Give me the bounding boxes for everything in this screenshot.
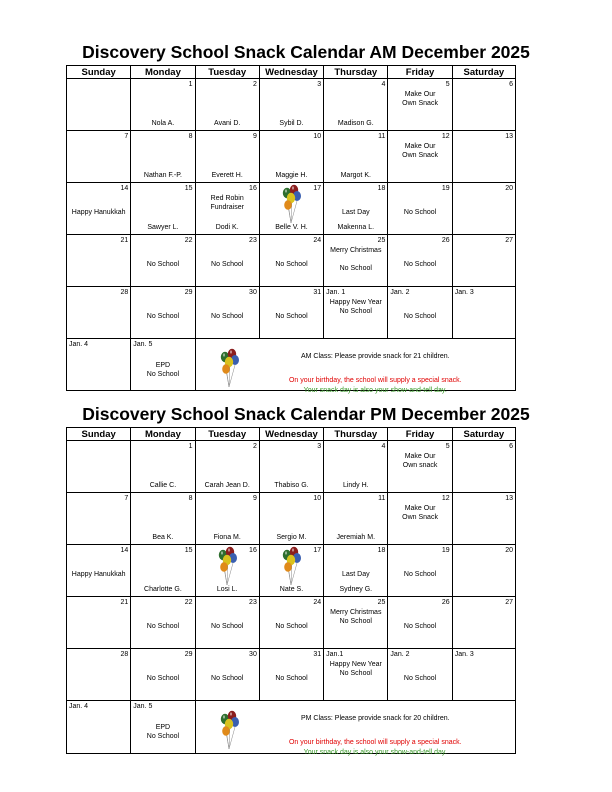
day-note: No School <box>403 675 437 682</box>
day-number: 2 <box>252 443 257 450</box>
day-number: 31 <box>313 651 322 658</box>
day-number: 6 <box>509 81 513 88</box>
day-note: Merry Christmas No School <box>330 247 382 272</box>
day-cell <box>387 493 451 545</box>
day-number: 1 <box>188 443 193 450</box>
date-label: Jan. 5 <box>133 341 153 348</box>
day-cell <box>323 597 387 649</box>
date-label: Jan. 4 <box>69 703 89 710</box>
day-note: Happy New Year No School <box>329 661 382 677</box>
day-note: EPD No School <box>146 362 180 378</box>
day-cell <box>195 649 259 701</box>
day-cell <box>452 287 516 339</box>
day-cell <box>195 545 259 597</box>
day-cell <box>195 441 259 493</box>
date-label: Jan.1 <box>326 651 344 658</box>
day-header-tuesday: Tuesday <box>195 427 259 441</box>
day-cell <box>130 287 194 339</box>
day-cell <box>66 79 130 131</box>
day-number: 5 <box>445 81 450 88</box>
day-cell <box>323 545 387 597</box>
day-number: 12 <box>441 495 450 502</box>
day-cell <box>66 131 130 183</box>
day-header-thursday: Thursday <box>323 65 387 79</box>
day-cell <box>452 235 516 287</box>
day-note: Merry Christmas No School <box>330 609 382 625</box>
day-number: 21 <box>120 599 129 606</box>
am-calendar-title: Discovery School Snack Calendar AM December 2025 <box>82 42 530 62</box>
day-number: 18 <box>377 547 386 554</box>
day-cell <box>66 235 130 287</box>
day-cell <box>452 545 516 597</box>
day-header-monday: Monday <box>130 427 194 441</box>
day-cell <box>259 597 323 649</box>
day-cell <box>259 545 323 597</box>
day-number: 10 <box>313 495 322 502</box>
day-number: 23 <box>249 237 257 244</box>
balloon-icon <box>282 546 302 589</box>
day-cell <box>452 493 516 545</box>
day-cell <box>387 287 451 339</box>
day-cell <box>452 183 516 235</box>
snack-assignee: Carah Jean D. <box>204 482 250 489</box>
day-cell <box>195 131 259 183</box>
day-cell <box>195 287 259 339</box>
day-number: 19 <box>441 547 450 554</box>
day-cell <box>452 79 516 131</box>
day-number: 8 <box>188 133 193 140</box>
day-cell <box>66 545 130 597</box>
snack-assignee: Belle V. H. <box>275 224 308 231</box>
day-cell <box>130 183 194 235</box>
day-cell <box>130 493 194 545</box>
day-note: Happy Hanukkah <box>71 209 126 216</box>
day-cell <box>323 493 387 545</box>
day-note: No School <box>211 313 244 320</box>
snack-assignee: Sawyer L. <box>147 224 179 231</box>
day-number: 17 <box>313 547 322 554</box>
day-cell <box>387 235 451 287</box>
day-number: 8 <box>188 495 193 502</box>
day-note: Make Our Own Snack <box>402 143 438 159</box>
day-header-saturday: Saturday <box>452 65 516 79</box>
day-number: 9 <box>252 495 257 502</box>
date-label: Jan. 3 <box>454 289 474 296</box>
day-header-saturday: Saturday <box>452 427 516 441</box>
day-number: 15 <box>184 185 193 192</box>
snack-assignee: Nola A. <box>151 120 175 127</box>
day-number: 24 <box>313 599 322 606</box>
day-number: 14 <box>120 547 129 554</box>
date-label: Jan. 2 <box>390 651 410 658</box>
day-number: 24 <box>313 237 322 244</box>
day-number: 27 <box>505 237 513 244</box>
day-number: 23 <box>249 599 257 606</box>
day-note: No School <box>146 675 180 682</box>
day-number: 20 <box>505 547 513 554</box>
snack-assignee: Avani D. <box>214 120 241 127</box>
day-number: 27 <box>505 599 513 606</box>
day-note: No School <box>146 623 180 630</box>
snack-assignee: Dodi K. <box>215 224 239 231</box>
day-cell <box>66 183 130 235</box>
day-number: 26 <box>441 599 450 606</box>
day-cell <box>130 597 194 649</box>
day-number: 28 <box>120 651 129 658</box>
snack-assignee: Everett H. <box>211 172 243 179</box>
day-cell <box>66 597 130 649</box>
day-note: No School <box>275 675 308 682</box>
day-cell <box>195 597 259 649</box>
day-cell <box>387 649 451 701</box>
snack-assignee: Charlotte G. <box>144 586 182 593</box>
day-cell <box>259 287 323 339</box>
day-number: 22 <box>184 237 193 244</box>
pm-day-header-row <box>66 427 516 441</box>
am-day-header-row <box>66 65 516 79</box>
snack-assignee: Maggie H. <box>275 172 308 179</box>
day-note: No School <box>403 209 437 216</box>
day-cell <box>323 183 387 235</box>
day-cell <box>66 287 130 339</box>
day-note: Make Our Own Snack <box>402 505 438 521</box>
date-label: Jan. 4 <box>69 341 89 348</box>
day-cell <box>195 235 259 287</box>
date-label: Jan. 5 <box>133 703 153 710</box>
day-cell <box>130 701 194 754</box>
day-cell <box>387 545 451 597</box>
birthday-note: On your birthday, the school will supply a special snack. <box>288 377 462 384</box>
day-cell <box>387 79 451 131</box>
day-number: 31 <box>313 289 322 296</box>
snack-assignee: Lindy H. <box>342 482 369 489</box>
day-cell <box>452 649 516 701</box>
day-number: 10 <box>313 133 322 140</box>
day-note: No School <box>403 313 437 320</box>
day-number: 28 <box>120 289 129 296</box>
day-number: 21 <box>120 237 129 244</box>
day-cell <box>66 441 130 493</box>
day-cell <box>259 131 323 183</box>
class-size-note: PM Class: Please provide snack for 20 children. <box>300 715 450 722</box>
day-note: No School <box>146 261 180 268</box>
day-number: 4 <box>381 81 386 88</box>
day-cell <box>259 235 323 287</box>
day-cell <box>259 79 323 131</box>
snack-assignee: Losi L. <box>216 586 238 593</box>
day-cell <box>323 441 387 493</box>
day-header-thursday: Thursday <box>323 427 387 441</box>
day-note: EPD No School <box>146 724 180 740</box>
day-header-sunday: Sunday <box>66 427 130 441</box>
day-cell <box>130 131 194 183</box>
day-cell <box>323 287 387 339</box>
day-cell <box>66 649 130 701</box>
day-header-wednesday: Wednesday <box>259 65 323 79</box>
day-note: No School <box>275 261 308 268</box>
date-label: Jan. 2 <box>390 289 410 296</box>
day-number: 1 <box>188 81 193 88</box>
day-number: 17 <box>313 185 322 192</box>
snack-assignee: Nate S. <box>279 586 304 593</box>
balloon-icon <box>218 546 238 589</box>
day-note: Last Day <box>341 571 370 578</box>
day-number: 7 <box>124 133 129 140</box>
day-number: 25 <box>377 237 386 244</box>
snack-assignee: Thabiso G. <box>274 482 309 489</box>
day-number: 4 <box>381 443 386 450</box>
day-number: 3 <box>317 81 322 88</box>
day-cell <box>323 649 387 701</box>
day-note: No School <box>403 261 437 268</box>
day-number: 30 <box>249 651 257 658</box>
day-number: 15 <box>184 547 193 554</box>
snack-assignee: Nathan F.-P. <box>143 172 182 179</box>
day-note: Happy Hanukkah <box>71 571 126 578</box>
day-cell <box>66 339 130 391</box>
day-note: No School <box>275 623 308 630</box>
day-note: Red Robin Fundraiser <box>210 195 244 211</box>
snack-assignee: Makenna L. <box>337 224 375 231</box>
day-cell <box>259 183 323 235</box>
day-note: No School <box>403 623 437 630</box>
day-number: 13 <box>505 495 513 502</box>
day-note: Happy New Year No School <box>329 299 382 315</box>
day-cell <box>195 493 259 545</box>
day-number: 12 <box>441 133 450 140</box>
day-cell <box>387 597 451 649</box>
class-size-note: AM Class: Please provide snack for 21 children. <box>300 353 450 360</box>
day-note: No School <box>211 623 244 630</box>
day-number: 16 <box>249 547 257 554</box>
day-header-sunday: Sunday <box>66 65 130 79</box>
day-note: No School <box>275 313 308 320</box>
day-number: 5 <box>445 443 450 450</box>
day-cell <box>259 649 323 701</box>
day-header-tuesday: Tuesday <box>195 65 259 79</box>
day-number: 14 <box>120 185 129 192</box>
day-cell <box>387 183 451 235</box>
class-notes-panel <box>195 701 516 754</box>
day-cell <box>452 597 516 649</box>
day-number: 3 <box>317 443 322 450</box>
snack-assignee: Fiona M. <box>213 534 241 541</box>
day-cell <box>130 441 194 493</box>
day-cell <box>66 493 130 545</box>
day-cell <box>259 441 323 493</box>
day-note: No School <box>211 261 244 268</box>
day-number: 19 <box>441 185 450 192</box>
day-note: Last Day <box>341 209 370 216</box>
snack-assignee: Jeremiah M. <box>336 534 376 541</box>
snack-assignee: Sergio M. <box>276 534 307 541</box>
day-number: 2 <box>252 81 257 88</box>
day-cell <box>323 235 387 287</box>
date-label: Jan. 3 <box>454 651 474 658</box>
day-number: 6 <box>509 443 513 450</box>
day-header-wednesday: Wednesday <box>259 427 323 441</box>
class-notes-panel <box>195 339 516 394</box>
day-note: No School <box>403 571 437 578</box>
day-number: 30 <box>249 289 257 296</box>
day-note: Make Our Own snack <box>402 453 438 469</box>
day-cell <box>130 545 194 597</box>
day-number: 26 <box>441 237 450 244</box>
snack-assignee: Madison G. <box>337 120 374 127</box>
snack-assignee: Sydney G. <box>339 586 373 593</box>
day-cell <box>452 131 516 183</box>
day-number: 16 <box>249 185 257 192</box>
birthday-note: On your birthday, the school will supply a special snack. <box>288 739 462 746</box>
show-and-tell-note: Your snack day is also your show-and-tell day. <box>303 387 447 394</box>
balloon-icon <box>282 184 302 227</box>
day-cell <box>130 339 194 391</box>
snack-assignee: Callie C. <box>149 482 177 489</box>
day-cell <box>259 493 323 545</box>
day-header-friday: Friday <box>387 65 451 79</box>
day-cell <box>323 131 387 183</box>
day-header-monday: Monday <box>130 65 194 79</box>
day-cell <box>452 441 516 493</box>
snack-assignee: Sybil D. <box>279 120 304 127</box>
show-and-tell-note: Your snack day is also your show-and-tell day. <box>303 749 447 756</box>
day-cell <box>66 701 130 754</box>
day-header-friday: Friday <box>387 427 451 441</box>
day-cell <box>195 183 259 235</box>
day-cell <box>130 649 194 701</box>
day-number: 11 <box>378 133 386 140</box>
snack-assignee: Bea K. <box>152 534 174 541</box>
day-cell <box>387 441 451 493</box>
day-cell <box>130 235 194 287</box>
day-cell <box>323 79 387 131</box>
day-number: 11 <box>378 495 386 502</box>
day-number: 22 <box>184 599 193 606</box>
day-number: 29 <box>184 651 193 658</box>
day-number: 9 <box>252 133 257 140</box>
day-note: No School <box>146 313 180 320</box>
day-number: 25 <box>377 599 386 606</box>
day-cell <box>130 79 194 131</box>
day-number: 18 <box>377 185 386 192</box>
pm-calendar-title: Discovery School Snack Calendar PM December 2025 <box>82 404 530 424</box>
day-cell <box>195 79 259 131</box>
day-number: 13 <box>505 133 513 140</box>
day-number: 20 <box>505 185 513 192</box>
day-number: 7 <box>124 495 129 502</box>
date-label: Jan. 1 <box>326 289 346 296</box>
day-note: No School <box>211 675 244 682</box>
day-number: 29 <box>184 289 193 296</box>
day-cell <box>387 131 451 183</box>
day-note: Make Our Own Snack <box>402 91 438 107</box>
snack-assignee: Margot K. <box>340 172 371 179</box>
